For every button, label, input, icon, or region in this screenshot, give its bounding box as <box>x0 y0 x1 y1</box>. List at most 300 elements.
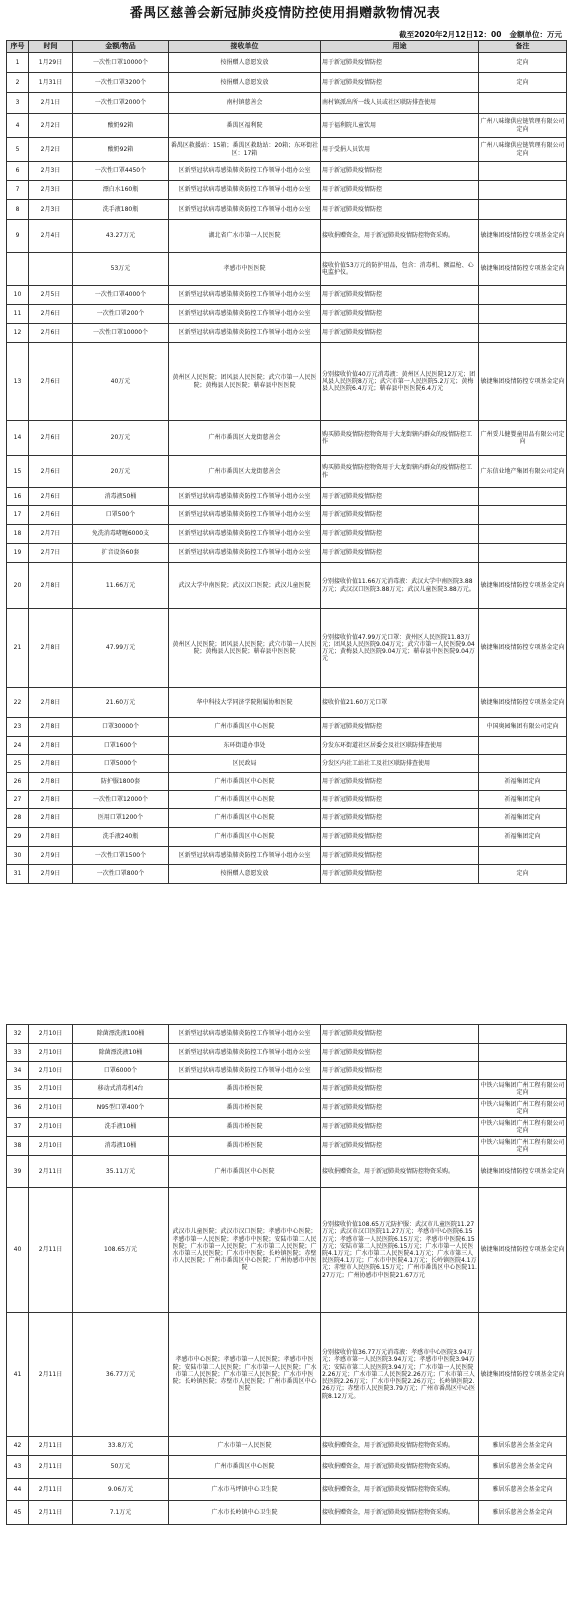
table-row <box>7 1188 567 1313</box>
cell-item: 一次性口罩1500个 <box>73 847 169 865</box>
cell-note: 敏捷集团疫情防控专项基金定向 <box>479 1188 567 1313</box>
cell-no: 45 <box>7 1501 29 1525</box>
cell-use: 用于新冠肺炎疫情防控 <box>321 324 479 343</box>
cell-item: 除菌漂洗液10桶 <box>73 1044 169 1062</box>
cell-note <box>479 162 567 181</box>
cell-note: 祈福集团定向 <box>479 773 567 791</box>
table-row <box>7 114 567 138</box>
cell-note <box>479 506 567 525</box>
table-row <box>7 1501 567 1525</box>
cell-no: 20 <box>7 563 29 609</box>
cell-note: 雅居乐慈善会基金定向 <box>479 1501 567 1525</box>
cell-item: 20万元 <box>73 456 169 488</box>
cell-date: 2月5日 <box>29 286 73 305</box>
cell-date: 2月11日 <box>29 1313 73 1437</box>
cell-date: 2月1日 <box>29 93 73 114</box>
cell-use: 用于新冠肺炎疫情防控 <box>321 200 479 220</box>
header-item: 金额/物品 <box>73 41 169 53</box>
cell-unit: 区新型冠状病毒感染肺炎防控工作领导小组办公室 <box>169 324 321 343</box>
cell-item: 移动式消毒机4台 <box>73 1080 169 1099</box>
cell-use: 接收捐赠资金，用于新冠肺炎疫情防控物资采购。 <box>321 1437 479 1456</box>
cell-use: 接收价值53万元的防护用品，包含：消毒机、额温枪、心电监护仪。 <box>321 253 479 286</box>
table-row <box>7 1479 567 1501</box>
cell-item: 一次性口罩4450个 <box>73 162 169 181</box>
cell-item: 33.8万元 <box>73 1437 169 1456</box>
cell-use: 分发东环街道社区居委会及社区联防排查使用 <box>321 737 479 755</box>
table-row <box>7 488 567 506</box>
cell-use: 用于新冠肺炎疫情防控 <box>321 286 479 305</box>
table-body-continued <box>7 1025 567 1525</box>
cell-date: 2月8日 <box>29 688 73 718</box>
cell-unit: 番禺市桥医院 <box>169 1080 321 1099</box>
cell-item: 口罩1600个 <box>73 737 169 755</box>
cell-unit: 广州市番禺区中心医院 <box>169 1156 321 1188</box>
cell-item: 口罩5000个 <box>73 755 169 773</box>
cell-no: 2 <box>7 73 29 93</box>
cell-unit: 区新型冠状病毒感染肺炎防控工作领导小组办公室 <box>169 847 321 865</box>
header-use: 用途 <box>321 41 479 53</box>
cell-no: 19 <box>7 544 29 563</box>
cell-use: 用于新冠肺炎疫情防控 <box>321 828 479 847</box>
cell-date: 2月10日 <box>29 1099 73 1118</box>
cell-note <box>479 200 567 220</box>
cell-date: 2月8日 <box>29 773 73 791</box>
cell-item: 扩音设备60套 <box>73 544 169 563</box>
table-row <box>7 1313 567 1437</box>
cell-unit: 孝感市中心医院；孝感市第一人民医院；孝感市中医院；安陆市第二人民医院；广水市第一人民医院；广水市第二人民医院；广水市第三人民医院；广水市中医院；长岭镇医院；赤壁市人民医院；广州市番禺区中心医院 <box>169 1313 321 1437</box>
table-row <box>7 181 567 200</box>
cell-unit: 广州市番禺区中心医院 <box>169 718 321 737</box>
cell-use: 南村镇派出所一线人员或社区联防排查使用 <box>321 93 479 114</box>
cell-unit: 番禺区救援站：15箱；番禺区救助站：20箱；东环街社区：17箱 <box>169 138 321 162</box>
cell-item: 35.11万元 <box>73 1156 169 1188</box>
cell-no: 21 <box>7 609 29 688</box>
table-row <box>7 1062 567 1080</box>
cell-item: 11.66万元 <box>73 563 169 609</box>
cell-note <box>479 93 567 114</box>
cell-unit: 区新型冠状病毒感染肺炎防控工作领导小组办公室 <box>169 200 321 220</box>
cell-item: 40万元 <box>73 343 169 421</box>
cell-item: 43.27万元 <box>73 220 169 253</box>
table-row <box>7 773 567 791</box>
cell-date: 2月7日 <box>29 544 73 563</box>
cell-unit: 区新型冠状病毒感染肺炎防控工作领导小组办公室 <box>169 181 321 200</box>
cell-date: 2月10日 <box>29 1080 73 1099</box>
cell-no: 18 <box>7 525 29 544</box>
cell-unit: 广水市第一人民医院 <box>169 1437 321 1456</box>
cell-use: 购买肺炎疫情防控物资用于大龙街辖内群众的疫情防控工作 <box>321 421 479 456</box>
table-row <box>7 1080 567 1099</box>
table-row <box>7 755 567 773</box>
cell-unit: 广州市番禺区中心医院 <box>169 828 321 847</box>
donation-table <box>6 40 567 884</box>
cell-note: 广州八味缘供应链管理有限公司定向 <box>479 114 567 138</box>
header-note: 备注 <box>479 41 567 53</box>
cell-item: 医用口罩1200个 <box>73 809 169 828</box>
cell-date: 2月10日 <box>29 1118 73 1137</box>
table-row <box>7 1156 567 1188</box>
cell-note: 定向 <box>479 53 567 73</box>
cell-no: 26 <box>7 773 29 791</box>
cell-no: 14 <box>7 421 29 456</box>
cell-note: 祈福集团定向 <box>479 809 567 828</box>
cell-no: 32 <box>7 1025 29 1044</box>
cell-date: 2月2日 <box>29 114 73 138</box>
cell-no: 3 <box>7 93 29 114</box>
cell-item: 口罩30000个 <box>73 718 169 737</box>
cell-note: 广州妥儿健婴童用品有限公司定向 <box>479 421 567 456</box>
cell-no: 41 <box>7 1313 29 1437</box>
cell-note <box>479 1044 567 1062</box>
cell-unit: 区新型冠状病毒感染肺炎防控工作领导小组办公室 <box>169 162 321 181</box>
cell-item: 一次性口罩4000个 <box>73 286 169 305</box>
cell-use: 接收捐赠资金，用于新冠肺炎疫情防控物资采购。 <box>321 1479 479 1501</box>
cell-date: 2月11日 <box>29 1437 73 1456</box>
cell-item: 漂白水160瓶 <box>73 181 169 200</box>
cell-note: 雅居乐慈善会基金定向 <box>479 1437 567 1456</box>
cell-no: 42 <box>7 1437 29 1456</box>
cell-use: 用于新冠肺炎疫情防控 <box>321 773 479 791</box>
cell-unit: 区新型冠状病毒感染肺炎防控工作领导小组办公室 <box>169 525 321 544</box>
cell-unit: 区新型冠状病毒感染肺炎防控工作领导小组办公室 <box>169 1044 321 1062</box>
cell-note <box>479 525 567 544</box>
table-row <box>7 1025 567 1044</box>
cell-item: 洗手液10桶 <box>73 1118 169 1137</box>
cell-no: 34 <box>7 1062 29 1080</box>
cell-note: 敏捷集团疫情防控专项基金定向 <box>479 1313 567 1437</box>
cell-note <box>479 1062 567 1080</box>
table-row <box>7 1099 567 1118</box>
cell-date: 2月3日 <box>29 162 73 181</box>
table-row <box>7 525 567 544</box>
cell-date: 1月31日 <box>29 73 73 93</box>
cell-unit: 按捐赠人意愿发放 <box>169 865 321 884</box>
cell-date: 2月8日 <box>29 809 73 828</box>
cell-note: 中铁六局集团广州工程有限公司定向 <box>479 1099 567 1118</box>
cell-item: 一次性口罩10000个 <box>73 324 169 343</box>
cell-no: 29 <box>7 828 29 847</box>
cell-date: 2月7日 <box>29 525 73 544</box>
cell-unit: 番禺市桥医院 <box>169 1118 321 1137</box>
cell-no: 25 <box>7 755 29 773</box>
cell-use: 分别接收价值108.65万元防护服：武汉市儿童医院11.27万元；武汉市汉口医院11.27万元；孝感市中心医院6.15万元；孝感市第一人民医院6.15万元；孝感市中医院6.15万元；安陆市第二人民医院6.15万元；广水市第一人民医院4.1万元；广水市第二人民医院4.1万元；广水市第三人民医院4.1万元；广水市中医院4.1万元；长岭镇医院4.1万元；赤壁市人民医院6.15万元；广州市番禺区中心医院11.27万元；广州协感市中医院21.67万元 <box>321 1188 479 1313</box>
cell-unit: 番禺区福利院 <box>169 114 321 138</box>
cell-no: 36 <box>7 1099 29 1118</box>
cell-use: 购买肺炎疫情防控物资用于大龙街辖内群众的疫情防控工作 <box>321 456 479 488</box>
table-row <box>7 847 567 865</box>
cell-use: 用于新冠肺炎疫情防控 <box>321 1044 479 1062</box>
cell-unit: 区民政局 <box>169 755 321 773</box>
cell-date: 2月9日 <box>29 847 73 865</box>
cell-no: 30 <box>7 847 29 865</box>
cell-use: 分别接收价值11.66万元消毒液：武汉大学中南医院3.88万元；武汉汉口医院3.88万元；武汉儿童医院3.88万元。 <box>321 563 479 609</box>
cell-note <box>479 847 567 865</box>
cell-unit: 华中科技大学同济学院附属协和医院 <box>169 688 321 718</box>
table-row <box>7 343 567 421</box>
header-no: 序号 <box>7 41 29 53</box>
cell-date: 2月3日 <box>29 200 73 220</box>
cell-no: 24 <box>7 737 29 755</box>
cell-date: 2月6日 <box>29 305 73 324</box>
page-title: 番禺区慈善会新冠肺炎疫情防控使用捐赠款物情况表 <box>129 6 441 21</box>
cell-use: 用于受捐人员饮用 <box>321 138 479 162</box>
cell-unit: 按捐赠人意愿发放 <box>169 73 321 93</box>
cell-no: 11 <box>7 305 29 324</box>
cell-unit: 广州市番禺区大龙街慈善会 <box>169 421 321 456</box>
cell-item: N95型口罩400个 <box>73 1099 169 1118</box>
cell-use: 用于新冠肺炎疫情防控 <box>321 1062 479 1080</box>
cell-date: 2月6日 <box>29 488 73 506</box>
cell-use: 用于新冠肺炎疫情防控 <box>321 488 479 506</box>
table-row <box>7 324 567 343</box>
cell-unit: 广水市长岭镇中心卫生院 <box>169 1501 321 1525</box>
cell-no: 23 <box>7 718 29 737</box>
cell-date: 2月11日 <box>29 1456 73 1479</box>
cell-use: 接收捐赠资金，用于新冠肺炎疫情防控物资采购。 <box>321 1501 479 1525</box>
header-unit: 接收单位 <box>169 41 321 53</box>
cell-note <box>479 544 567 563</box>
table-row <box>7 1437 567 1456</box>
table-row <box>7 1456 567 1479</box>
cell-item: 洗手液240瓶 <box>73 828 169 847</box>
cell-item: 50万元 <box>73 1456 169 1479</box>
cell-item: 53万元 <box>73 253 169 286</box>
cell-unit: 广州市番禺区中心医院 <box>169 773 321 791</box>
cell-note: 中铁六局集团广州工程有限公司定向 <box>479 1080 567 1099</box>
table-row <box>7 53 567 73</box>
cell-date: 2月11日 <box>29 1501 73 1525</box>
cell-item: 9.06万元 <box>73 1479 169 1501</box>
cell-no: 35 <box>7 1080 29 1099</box>
cell-unit: 区新型冠状病毒感染肺炎防控工作领导小组办公室 <box>169 305 321 324</box>
cell-no: 27 <box>7 791 29 809</box>
table-row <box>7 563 567 609</box>
cell-note: 雅居乐慈善会基金定向 <box>479 1456 567 1479</box>
cell-use: 用于新冠肺炎疫情防控 <box>321 305 479 324</box>
cell-unit: 区新型冠状病毒感染肺炎防控工作领导小组办公室 <box>169 286 321 305</box>
cell-use: 用于新冠肺炎疫情防控 <box>321 718 479 737</box>
report-meta <box>391 30 562 40</box>
cell-no: 38 <box>7 1137 29 1156</box>
cell-no: 12 <box>7 324 29 343</box>
table-row <box>7 456 567 488</box>
cell-date: 2月4日 <box>29 220 73 253</box>
cell-item: 7.1万元 <box>73 1501 169 1525</box>
cell-no: 10 <box>7 286 29 305</box>
cell-note <box>479 1025 567 1044</box>
cell-date: 2月3日 <box>29 181 73 200</box>
cell-item: 口罩500个 <box>73 506 169 525</box>
cell-unit: 广州市番禺区中心医院 <box>169 809 321 828</box>
cell-item: 酸奶92箱 <box>73 138 169 162</box>
cell-note: 定向 <box>479 73 567 93</box>
cell-use: 用于新冠肺炎疫情防控 <box>321 1137 479 1156</box>
cell-unit: 区新型冠状病毒感染肺炎防控工作领导小组办公室 <box>169 506 321 525</box>
cell-unit: 番禺市桥医院 <box>169 1137 321 1156</box>
cell-date: 2月8日 <box>29 791 73 809</box>
cell-unit: 广州市番禺区中心医院 <box>169 791 321 809</box>
cell-unit: 武汉大学中南医院；武汉汉口医院；武汉儿童医院 <box>169 563 321 609</box>
table-row <box>7 93 567 114</box>
cell-date: 2月11日 <box>29 1156 73 1188</box>
cell-unit: 区新型冠状病毒感染肺炎防控工作领导小组办公室 <box>169 1025 321 1044</box>
cell-use: 用于新冠肺炎疫情防控 <box>321 525 479 544</box>
header-date: 时间 <box>29 41 73 53</box>
table-header-row <box>7 41 567 53</box>
cell-date: 2月2日 <box>29 138 73 162</box>
cell-use: 用于新冠肺炎疫情防控 <box>321 865 479 884</box>
cell-note: 祈福集团定向 <box>479 828 567 847</box>
cell-date: 2月11日 <box>29 1479 73 1501</box>
cell-note: 敏捷集团疫情防控专项基金定向 <box>479 220 567 253</box>
cell-date: 2月8日 <box>29 563 73 609</box>
cell-note: 敏捷集团疫情防控专项基金定向 <box>479 253 567 286</box>
cell-use: 接收捐赠资金，用于新冠肺炎疫情防控物资采购。 <box>321 1156 479 1188</box>
cell-no: 8 <box>7 200 29 220</box>
cell-unit: 按捐赠人意愿发放 <box>169 53 321 73</box>
cell-note: 定向 <box>479 865 567 884</box>
cell-note: 祈福集团定向 <box>479 791 567 809</box>
cell-note: 中铁六局集团广州工程有限公司定向 <box>479 1118 567 1137</box>
table-row <box>7 865 567 884</box>
cell-use: 用于新冠肺炎疫情防控 <box>321 1080 479 1099</box>
cell-use: 接收捐赠资金，用于新冠肺炎疫情防控物资采购。 <box>321 220 479 253</box>
cell-item: 免洗消毒啫喱6000支 <box>73 525 169 544</box>
cell-no: 6 <box>7 162 29 181</box>
cell-date: 2月8日 <box>29 737 73 755</box>
cell-use: 用于新冠肺炎疫情防控 <box>321 73 479 93</box>
table-row <box>7 1044 567 1062</box>
cell-date <box>29 253 73 286</box>
table-row <box>7 544 567 563</box>
cell-no: 5 <box>7 138 29 162</box>
table-row <box>7 253 567 286</box>
cell-item: 20万元 <box>73 421 169 456</box>
cell-no: 4 <box>7 114 29 138</box>
cell-no: 33 <box>7 1044 29 1062</box>
cell-date: 2月10日 <box>29 1062 73 1080</box>
cell-use: 用于新冠肺炎疫情防控 <box>321 1025 479 1044</box>
table-row <box>7 305 567 324</box>
table-row <box>7 286 567 305</box>
cell-unit: 区新型冠状病毒感染肺炎防控工作领导小组办公室 <box>169 1062 321 1080</box>
cell-date: 2月8日 <box>29 718 73 737</box>
cell-item: 21.60万元 <box>73 688 169 718</box>
cell-item: 一次性口罩800个 <box>73 865 169 884</box>
cell-use: 用于新冠肺炎疫情防控 <box>321 809 479 828</box>
cell-date: 2月9日 <box>29 865 73 884</box>
cell-unit: 东环街道办事处 <box>169 737 321 755</box>
table-row <box>7 737 567 755</box>
cell-use: 用于新冠肺炎疫情防控 <box>321 181 479 200</box>
cell-item: 47.99万元 <box>73 609 169 688</box>
cell-unit: 武汉市儿童医院；武汉市汉口医院；孝感市中心医院；孝感市第一人民医院；孝感市中医院；安陆市第二人民医院；广水市第一人民医院；广水市第二人民医院；广水市第三人民医院；广水市中医院；长岭镇医院；赤壁市人民医院；广州市番禺区中心医院；广州协感市中医院 <box>169 1188 321 1313</box>
cell-note <box>479 737 567 755</box>
cell-date: 2月10日 <box>29 1137 73 1156</box>
cell-date: 1月29日 <box>29 53 73 73</box>
table-body <box>7 53 567 884</box>
table-row <box>7 1137 567 1156</box>
cell-no: 22 <box>7 688 29 718</box>
cell-note <box>479 488 567 506</box>
cell-use: 用于新冠肺炎疫情防控 <box>321 506 479 525</box>
cell-use: 用于新冠肺炎疫情防控 <box>321 53 479 73</box>
table-row <box>7 809 567 828</box>
cell-no: 16 <box>7 488 29 506</box>
cell-note: 敏捷集团疫情防控专项基金定向 <box>479 343 567 421</box>
cell-use: 用于新冠肺炎疫情防控 <box>321 162 479 181</box>
table-row <box>7 688 567 718</box>
table-row <box>7 791 567 809</box>
cell-item: 除菌漂洗液100桶 <box>73 1025 169 1044</box>
cell-unit: 黄州区人民医院；团风县人民医院；武穴市第一人民医院；黄梅县人民医院；蕲春县中医医院 <box>169 343 321 421</box>
cell-unit: 孝感市中医医院 <box>169 253 321 286</box>
cell-item: 一次性口罩12000个 <box>73 791 169 809</box>
cell-use: 接收捐赠资金，用于新冠肺炎疫情防控物资采购。 <box>321 1456 479 1479</box>
cell-no: 17 <box>7 506 29 525</box>
cell-use: 用于新冠肺炎疫情防控 <box>321 791 479 809</box>
table-row <box>7 73 567 93</box>
cell-date: 2月11日 <box>29 1188 73 1313</box>
cell-no: 44 <box>7 1479 29 1501</box>
cell-use: 用于新冠肺炎疫情防控 <box>321 1099 479 1118</box>
cell-item: 一次性口罩10000个 <box>73 53 169 73</box>
cell-date: 2月6日 <box>29 343 73 421</box>
cell-item: 一次性口罩200个 <box>73 305 169 324</box>
cell-date: 2月8日 <box>29 755 73 773</box>
cell-note: 中铁六局集团广州工程有限公司定向 <box>479 1137 567 1156</box>
cell-date: 2月10日 <box>29 1044 73 1062</box>
cell-item: 口罩6000个 <box>73 1062 169 1080</box>
cell-note: 敏捷集团疫情防控专项基金定向 <box>479 1156 567 1188</box>
cell-no: 37 <box>7 1118 29 1137</box>
cell-no: 7 <box>7 181 29 200</box>
table-row <box>7 220 567 253</box>
table-row <box>7 1118 567 1137</box>
table-row <box>7 718 567 737</box>
cell-note <box>479 755 567 773</box>
cell-use: 分别接收价值47.99万元口罩：黄州区人民医院11.83万元；团风县人民医院9.04万元；武穴市第一人民医院9.04万元；黄梅县人民医院9.04万元；蕲春县中医医院9.04万元 <box>321 609 479 688</box>
table-row <box>7 421 567 456</box>
cell-item: 108.65万元 <box>73 1188 169 1313</box>
cell-item: 消毒液10桶 <box>73 1137 169 1156</box>
table-row <box>7 162 567 181</box>
cell-use: 分别接收价值36.77万元消毒液：孝感市中心医院3.94万元；孝感市第一人民医院3.94万元；孝感市中医院3.94万元；安陆市第二人民医院3.94万元；广水市第一人民医院2.26万元；广水市第二人民医院2.26万元；广水市第三人民医院2.26万元；广水市中医院2.26万元；长岭镇医院2.26万元；赤壁市人民医院3.79万元；广州市番禺区中心医院8.12万元。 <box>321 1313 479 1437</box>
cell-unit: 区新型冠状病毒感染肺炎防控工作领导小组办公室 <box>169 544 321 563</box>
cell-note: 敏捷集团疫情防控专项基金定向 <box>479 609 567 688</box>
cell-date: 2月6日 <box>29 456 73 488</box>
cell-unit: 黄州区人民医院；团风县人民医院；武穴市第一人民医院；黄梅县人民医院；蕲春县中医医院 <box>169 609 321 688</box>
cell-unit: 广州市番禺区中心医院 <box>169 1456 321 1479</box>
cell-note: 敏捷集团疫情防控专项基金定向 <box>479 563 567 609</box>
cell-date: 2月6日 <box>29 324 73 343</box>
cell-note: 敏捷集团疫情防控专项基金定向 <box>479 688 567 718</box>
cell-item: 洗手液180瓶 <box>73 200 169 220</box>
cell-note: 广东信业地产集团有限公司定向 <box>479 456 567 488</box>
cell-use: 分别接收价值40万元消毒液：黄州区人民医院12万元；团风县人民医院8万元；武穴市第一人民医院5.2万元；黄梅县人民医院6.4万元；蕲春县中医医院6.4万元 <box>321 343 479 421</box>
cell-unit: 广州市番禺区大龙街慈善会 <box>169 456 321 488</box>
cell-no: 9 <box>7 220 29 253</box>
cell-item: 酸奶92箱 <box>73 114 169 138</box>
table-row <box>7 609 567 688</box>
cell-note <box>479 305 567 324</box>
cell-no: 39 <box>7 1156 29 1188</box>
cell-item: 一次性口罩2000个 <box>73 93 169 114</box>
cell-unit: 番禺市桥医院 <box>169 1099 321 1118</box>
cell-use: 用于新冠肺炎疫情防控 <box>321 847 479 865</box>
cell-note <box>479 181 567 200</box>
cell-date: 2月10日 <box>29 1025 73 1044</box>
